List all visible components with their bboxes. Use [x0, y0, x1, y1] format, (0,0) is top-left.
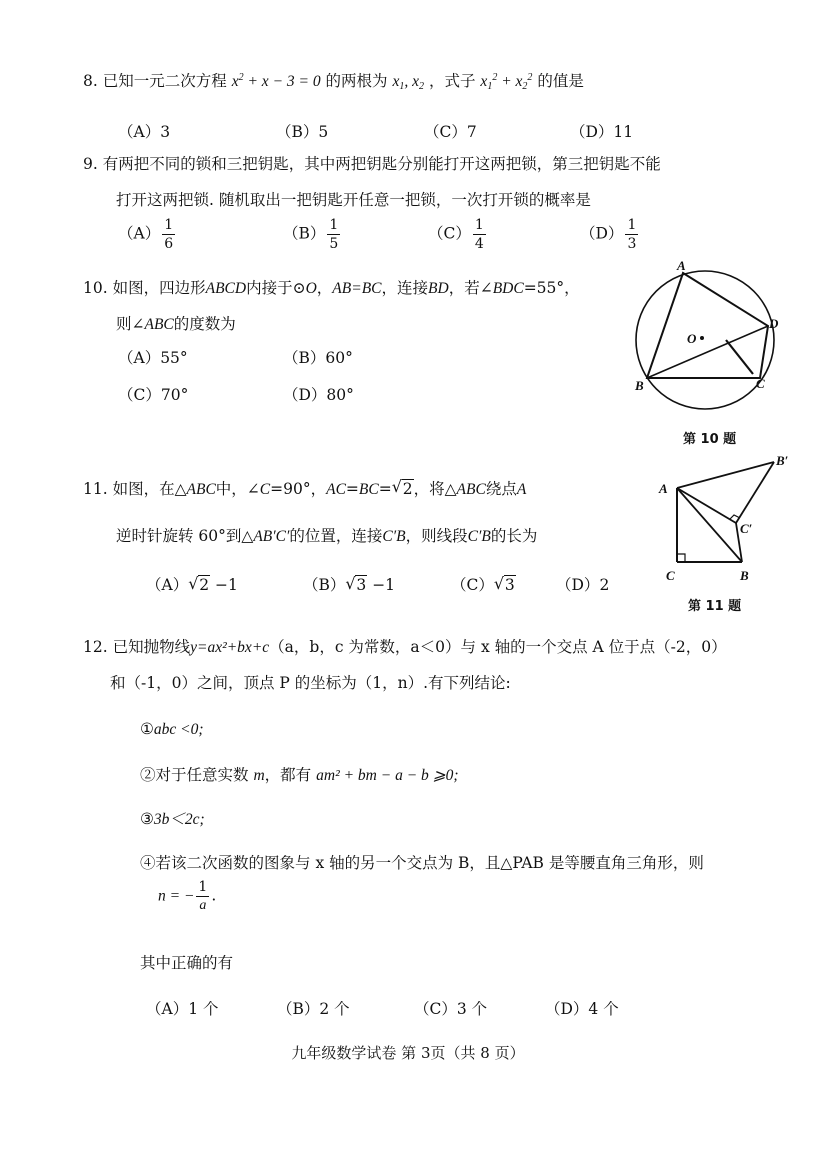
q9-option-c[interactable] [428, 218, 488, 251]
figure-11-rotation-diagram [652, 450, 802, 590]
option-label: （D） [580, 224, 624, 243]
q10-condition: AB=BC [332, 280, 382, 297]
fraction-denominator: 6 [164, 236, 174, 252]
quadrilateral-abcd [647, 273, 768, 378]
q10-option-b[interactable]: （B）60° [283, 349, 353, 367]
option-label: （B） [303, 576, 346, 594]
q8-text-after: 的值是 [537, 72, 584, 90]
point-label-b-prime: B′ [776, 453, 789, 468]
conclusion-marker: ③ [140, 810, 154, 828]
conclusion-text: 若该二次函数的图象与 x 轴的另一个交点为 B，且△PAB 是等腰直角三角形，则 [155, 854, 704, 872]
q10-quad-name: ABCD [205, 280, 247, 297]
question-9-line-2: 打开这两把锁. 随机取出一把钥匙开任意一把锁，一次打开锁的概率是 [116, 191, 591, 209]
fraction-numerator: 1 [198, 879, 208, 895]
q11-angle: C [259, 481, 271, 498]
inequality: am² + bm − a − b ⩾0; [316, 767, 459, 784]
fraction-denominator: 5 [329, 236, 339, 252]
q12-option-d[interactable]: （D）4 个 [545, 1000, 619, 1018]
q10-text: ，若∠ [448, 279, 493, 297]
question-number: 11. [83, 480, 108, 498]
sqrt-symbol [494, 576, 516, 594]
question-number: 8. [83, 72, 98, 90]
q11-text: 中，∠ [215, 480, 260, 498]
q11-point: A [516, 481, 527, 498]
segment-mark [726, 340, 753, 374]
q9-option-d[interactable] [580, 218, 640, 251]
variable-m: m [253, 767, 265, 784]
q11-option-d[interactable] [556, 573, 609, 595]
point-label-a: A [659, 481, 668, 496]
q11-option-c[interactable] [451, 573, 516, 595]
option-label: （A） [118, 224, 161, 243]
q8-text-before: 已知一元二次方程 [102, 72, 227, 90]
q8-option-c[interactable]: （C）7 [424, 123, 477, 141]
q8-option-a[interactable]: （A）3 [118, 123, 171, 141]
q9-line-1-text: 有两把不同的锁和三把钥匙，其中两把钥匙分别能打开这两把锁，第三把钥匙不能 [102, 155, 661, 173]
question-11-line-2 [116, 525, 537, 548]
point-label-a: A [677, 258, 686, 273]
q11-segment: BC [358, 481, 379, 498]
q12-summary: 其中正确的有 [140, 954, 234, 972]
point-label-b: B [635, 378, 644, 393]
q12-conclusion-2 [140, 764, 459, 787]
q12-text: （a，b，c 为常数，a＜0）与 x 轴的一个交点 A 位于点（-2，0） [269, 638, 727, 656]
question-12-line-2: 和（-1，0）之间，顶点 P 的坐标为（1，n）.有下列结论: [110, 674, 511, 692]
q10-text: ， [316, 279, 333, 297]
option-tail: −1 [210, 576, 238, 594]
q11-triangle: AB′C′ [253, 528, 290, 545]
q11-text: 绕点 [485, 480, 517, 498]
q8-equation: $x^2 + x - 3 = 0$ [231, 72, 321, 90]
figure-10-caption: 第 10 题 [683, 432, 737, 447]
sqrt-symbol [345, 576, 367, 594]
q12-conclusion-4 [140, 852, 704, 874]
fraction-numerator: 1 [474, 217, 484, 233]
q12-conclusion-1 [140, 718, 204, 741]
q11-text: = [345, 480, 359, 498]
q12-option-b[interactable]: （B）2 个 [277, 1000, 350, 1018]
fraction [625, 218, 638, 251]
option-label: （D） [556, 576, 600, 594]
q11-text: =90°， [270, 480, 327, 498]
q12-parabola-equation: y=ax²+bx+c [190, 639, 270, 656]
q10-option-c[interactable]: （C）70° [118, 386, 189, 404]
q11-segment: C′B [467, 528, 491, 545]
point-label-o: O [687, 331, 697, 346]
q10-text: 则∠ [116, 315, 145, 333]
right-angle-mark-c [677, 554, 685, 562]
q9-option-a[interactable] [118, 218, 177, 251]
q11-triangle: ABC [186, 481, 216, 498]
q8-option-b[interactable]: （B）5 [276, 123, 329, 141]
conclusion-marker: ④ [140, 854, 156, 872]
fraction-numerator: 1 [164, 217, 174, 233]
option-tail: −1 [367, 576, 396, 594]
q8-text-mid: 的两根为 [325, 72, 388, 90]
q8-roots: $x_1$, $x_2$ [392, 73, 425, 92]
q10-text: 的度数为 [173, 315, 236, 333]
question-number: 10. [83, 279, 108, 297]
question-9-line-1 [83, 153, 661, 175]
q12-option-a[interactable]: （A）1 个 [146, 1000, 219, 1018]
fraction-numerator: 1 [627, 217, 637, 233]
q10-option-d[interactable]: （D）80° [283, 386, 354, 404]
conclusion-marker: ② [140, 766, 156, 784]
circle-o [636, 271, 774, 409]
q10-text: ，连接 [381, 279, 429, 297]
question-12-line-1 [83, 636, 727, 659]
conclusion-text: 对于任意实数 [155, 766, 249, 784]
fraction-denominator: 3 [627, 236, 637, 252]
q10-text: 如图，四边形 [112, 279, 206, 297]
q10-angle: BDC [492, 280, 524, 297]
q10-angle: ABC [144, 316, 174, 333]
q11-text: ，将△ [413, 480, 457, 498]
option-label: （C） [428, 224, 471, 243]
radicand: 2 [402, 480, 413, 498]
conclusion-text: ，都有 [264, 766, 312, 784]
question-number: 12. [83, 638, 108, 656]
q12-option-c[interactable]: （C）3 个 [414, 1000, 488, 1018]
figure-10-circle-diagram [625, 258, 790, 418]
sqrt-symbol [392, 478, 414, 500]
q12-text: 已知抛物线 [112, 638, 191, 656]
question-number: 9. [83, 155, 98, 173]
fraction-numerator: 1 [329, 217, 339, 233]
point-label-c: C [666, 568, 675, 583]
q11-text: 如图，在△ [112, 480, 187, 498]
conclusion-text: 3b＜2c; [153, 811, 205, 828]
formula-end: . [211, 886, 217, 905]
page-footer: 九年级数学试卷 第 3页（共 8 页） [291, 1044, 525, 1062]
point-label-d: D [769, 316, 779, 331]
conclusion-text: abc <0; [153, 721, 204, 738]
q12-conclusion-3 [140, 808, 205, 831]
point-label-c: C [756, 376, 765, 391]
fraction [473, 218, 486, 251]
q11-text: 的位置，连接 [289, 527, 383, 545]
option-tail: 2 [599, 576, 610, 594]
q11-text: = [378, 480, 392, 498]
segment-ab [677, 488, 742, 562]
conclusion-marker: ① [140, 720, 154, 738]
q11-text: 的长为 [490, 527, 538, 545]
question-11-line-1 [83, 478, 526, 501]
fraction-denominator: a [199, 898, 207, 913]
q10-text: =55°， [523, 279, 580, 297]
option-label: （A） [146, 576, 189, 594]
point-label-c-prime: C′ [740, 521, 753, 536]
fraction [196, 880, 209, 913]
point-label-b: B [740, 568, 749, 583]
q11-segment: AC [326, 481, 346, 498]
option-label: （B） [283, 224, 326, 243]
q11-segment: C′B [382, 528, 406, 545]
figure-11-caption: 第 11 题 [688, 599, 742, 614]
fraction [162, 218, 175, 251]
q12-conclusion-4-formula [158, 880, 216, 913]
q11-triangle: ABC [456, 481, 486, 498]
q11-text: ，则线段 [405, 527, 468, 545]
fraction [327, 218, 340, 251]
segment-ac-prime [677, 488, 736, 523]
q8-option-d[interactable]: （D）11 [570, 123, 634, 141]
radicand: 3 [504, 576, 515, 594]
q8-text-expr: ，式子 [428, 72, 476, 90]
radicand: 3 [356, 576, 367, 594]
q10-segment: BD [428, 280, 449, 297]
question-8-stem [83, 70, 584, 93]
formula-lhs: n = − [158, 887, 195, 905]
q11-option-a[interactable] [146, 573, 238, 595]
q10-circle-name: O [305, 280, 317, 297]
radicand: 2 [199, 576, 210, 594]
sqrt-symbol [188, 576, 210, 594]
question-10-line-1 [83, 277, 580, 300]
q11-option-b[interactable] [303, 573, 395, 595]
fraction-denominator: 4 [474, 236, 484, 252]
q10-option-a[interactable]: （A）55° [118, 349, 188, 367]
q10-text: 内接于⊙ [246, 279, 306, 297]
question-10-line-2 [116, 313, 236, 336]
q11-text: 逆时针旋转 60°到△ [116, 527, 254, 545]
q8-expression: $x_1^2 + x_2^2$ [480, 72, 533, 92]
q9-option-b[interactable] [283, 218, 342, 251]
center-point-o [700, 336, 704, 340]
option-label: （C） [451, 576, 494, 594]
